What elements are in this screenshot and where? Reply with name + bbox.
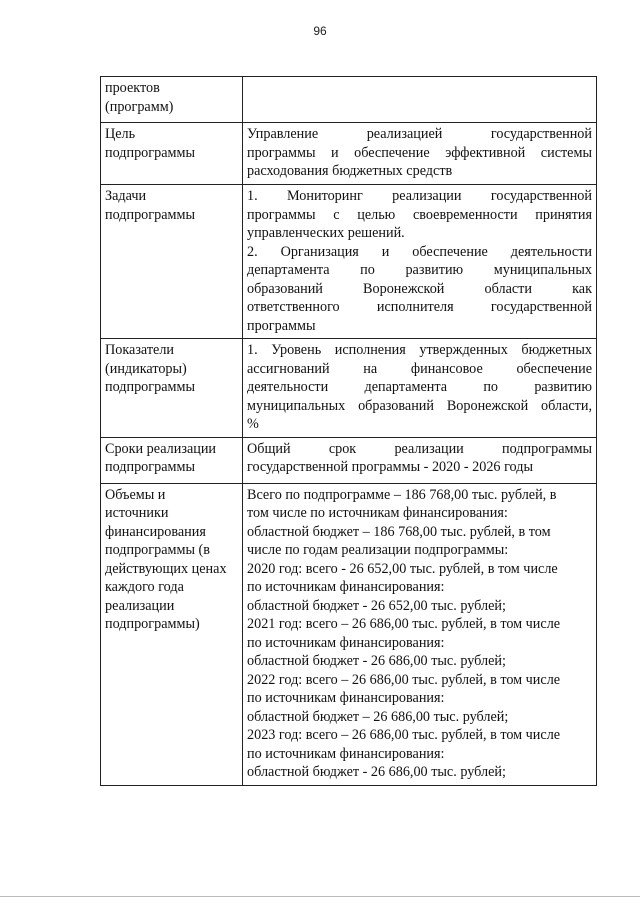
table-row <box>101 339 597 438</box>
row-label-tasks <box>101 185 243 339</box>
table-row <box>101 185 597 339</box>
row-value-line: областной бюджет - 26 686,00 тыс. рублей; <box>247 764 506 780</box>
row-label-line: финансирования <box>105 523 206 540</box>
row-value-terms <box>243 437 597 483</box>
row-label-line: проектов <box>105 80 160 96</box>
row-label-line: подпрограммы (в <box>105 542 210 558</box>
row-value-line: программы с целью своевременности принятия <box>247 206 592 223</box>
row-label-line: Объемы и <box>105 486 166 503</box>
table-row <box>101 437 597 483</box>
row-label-line: реализации <box>105 597 175 614</box>
row-value-line: ассигнований на финансовое обеспечение <box>247 360 592 377</box>
row-value-line: по источникам финансирования: <box>247 579 445 595</box>
row-label-goal <box>101 123 243 185</box>
row-value-line: % <box>247 416 259 432</box>
row-label-line: действующих ценах <box>105 560 227 577</box>
row-label-funding <box>101 483 243 785</box>
row-value-line: областной бюджет – 186 768,00 тыс. рублей, в том <box>247 523 551 540</box>
row-value-line: деятельности департамента по развитию <box>247 379 592 395</box>
row-label-line: подпрограммы <box>105 459 195 475</box>
row-value-line: 2021 год: всего – 26 686,00 тыс. рублей, в том числе <box>247 616 561 632</box>
row-value-tasks <box>243 185 597 339</box>
row-value-line: Управление реализацией государственной <box>247 126 592 142</box>
row-value-line: Всего по подпрограмме – 186 768,00 тыс. рублей, в <box>247 486 557 503</box>
row-value-line: областной бюджет – 26 686,00 тыс. рублей; <box>247 708 509 725</box>
row-value-line: 1. Мониторинг реализации государственной <box>247 188 592 204</box>
row-label-line: источники <box>105 505 169 521</box>
row-value-line: образований Воронежской области как <box>247 280 592 297</box>
row-label-line: (программ) <box>105 98 174 115</box>
row-label-projects <box>101 77 243 123</box>
subprogram-passport-table <box>100 76 597 786</box>
page-bottom-edge <box>0 896 640 897</box>
row-value-line: числе по годам реализации подпрограммы: <box>247 542 509 558</box>
row-value-line: по источникам финансирования: <box>247 690 445 706</box>
row-value-line: 2023 год: всего – 26 686,00 тыс. рублей, в том числе <box>247 727 561 743</box>
row-label-indicators <box>101 339 243 438</box>
row-value-line: 2. Организация и обеспечение деятельности <box>247 243 592 260</box>
row-value-funding <box>243 483 597 785</box>
row-label-line: подпрограммы <box>105 144 195 161</box>
row-value-line: муниципальных образований Воронежской области, <box>247 397 592 414</box>
table-row <box>101 123 597 185</box>
table-row <box>101 483 597 785</box>
row-value-line: программы и обеспечение эффективной системы <box>247 144 592 161</box>
row-value-line: ответственного исполнителя государственной <box>247 299 592 315</box>
row-value-line: государственной программы - 2020 - 2026 годы <box>247 459 533 475</box>
row-label-terms <box>101 437 243 483</box>
row-label-line: Сроки реализации <box>105 440 217 457</box>
row-value-line: 1. Уровень исполнения утвержденных бюджетных <box>247 342 592 358</box>
row-value-line: по источникам финансирования: <box>247 745 445 762</box>
row-label-line: (индикаторы) <box>105 360 187 377</box>
row-value-line: областной бюджет - 26 686,00 тыс. рублей; <box>247 653 506 669</box>
row-value-line: том числе по источникам финансирования: <box>247 505 508 521</box>
row-value-line: департамента по развитию муниципальных <box>247 262 592 278</box>
row-label-line: подпрограммы <box>105 206 195 223</box>
row-value-indicators <box>243 339 597 438</box>
row-value-projects <box>243 77 597 123</box>
row-value-line: 2020 год: всего - 26 652,00 тыс. рублей, в том числе <box>247 560 558 577</box>
table-row <box>101 77 597 123</box>
row-label-line: Показатели <box>105 342 175 358</box>
row-label-line: каждого года <box>105 579 184 595</box>
row-value-line: 2022 год: всего – 26 686,00 тыс. рублей, в том числе <box>247 671 561 688</box>
row-label-line: Задачи <box>105 188 147 204</box>
row-label-line: Цель <box>105 126 136 142</box>
row-value-line: по источникам финансирования: <box>247 634 445 651</box>
row-value-line: расходования бюджетных средств <box>247 163 453 179</box>
row-value-line: управленческих решений. <box>247 225 405 241</box>
row-value-goal <box>243 123 597 185</box>
row-value-line: областной бюджет - 26 652,00 тыс. рублей; <box>247 597 506 614</box>
row-value-line: Общий срок реализации подпрограммы <box>247 440 592 457</box>
row-label-line: подпрограммы <box>105 379 195 395</box>
row-value-line: программы <box>247 317 316 334</box>
page-number: 96 <box>313 24 327 38</box>
row-label-line: подпрограммы) <box>105 616 200 632</box>
